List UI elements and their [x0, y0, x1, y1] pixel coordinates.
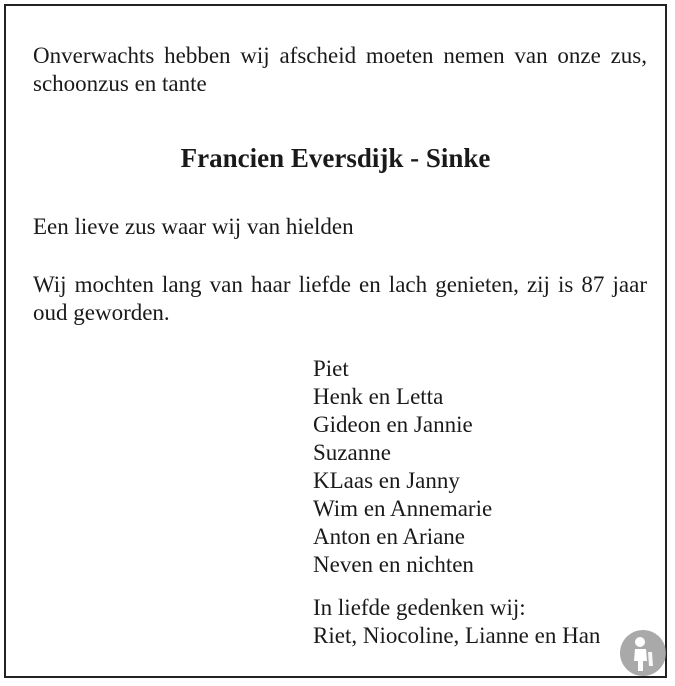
person-silhouette-icon: [618, 628, 668, 678]
love-line: Een lieve zus waar wij van hielden: [33, 214, 354, 239]
family-member: Anton en Ariane: [313, 524, 466, 549]
family-member: Wim en Annemarie: [313, 496, 493, 521]
obituary-card: [4, 4, 667, 678]
closing-line: In liefde gedenken wij:: [313, 595, 526, 620]
family-member: Neven en nichten: [313, 552, 474, 577]
closing-names: Riet, Niocoline, Lianne en Han: [313, 623, 601, 648]
family-member: Henk en Letta: [313, 384, 444, 409]
intro-paragraph: Onverwachts hebben wij afscheid moeten nemen van onze zus, schoonzus en tante: [33, 43, 647, 96]
family-list: [313, 355, 492, 579]
deceased-name: Francien Eversdijk - Sinke: [180, 143, 491, 173]
age-paragraph: Wij mochten lang van haar liefde en lach genieten, zij is 87 jaar oud geworden.: [33, 272, 647, 325]
family-member: KLaas en Janny: [313, 468, 460, 493]
family-member: Piet: [313, 356, 349, 381]
family-member: Gideon en Jannie: [313, 412, 473, 437]
family-member: Suzanne: [313, 440, 391, 465]
closing-block: [313, 594, 600, 650]
